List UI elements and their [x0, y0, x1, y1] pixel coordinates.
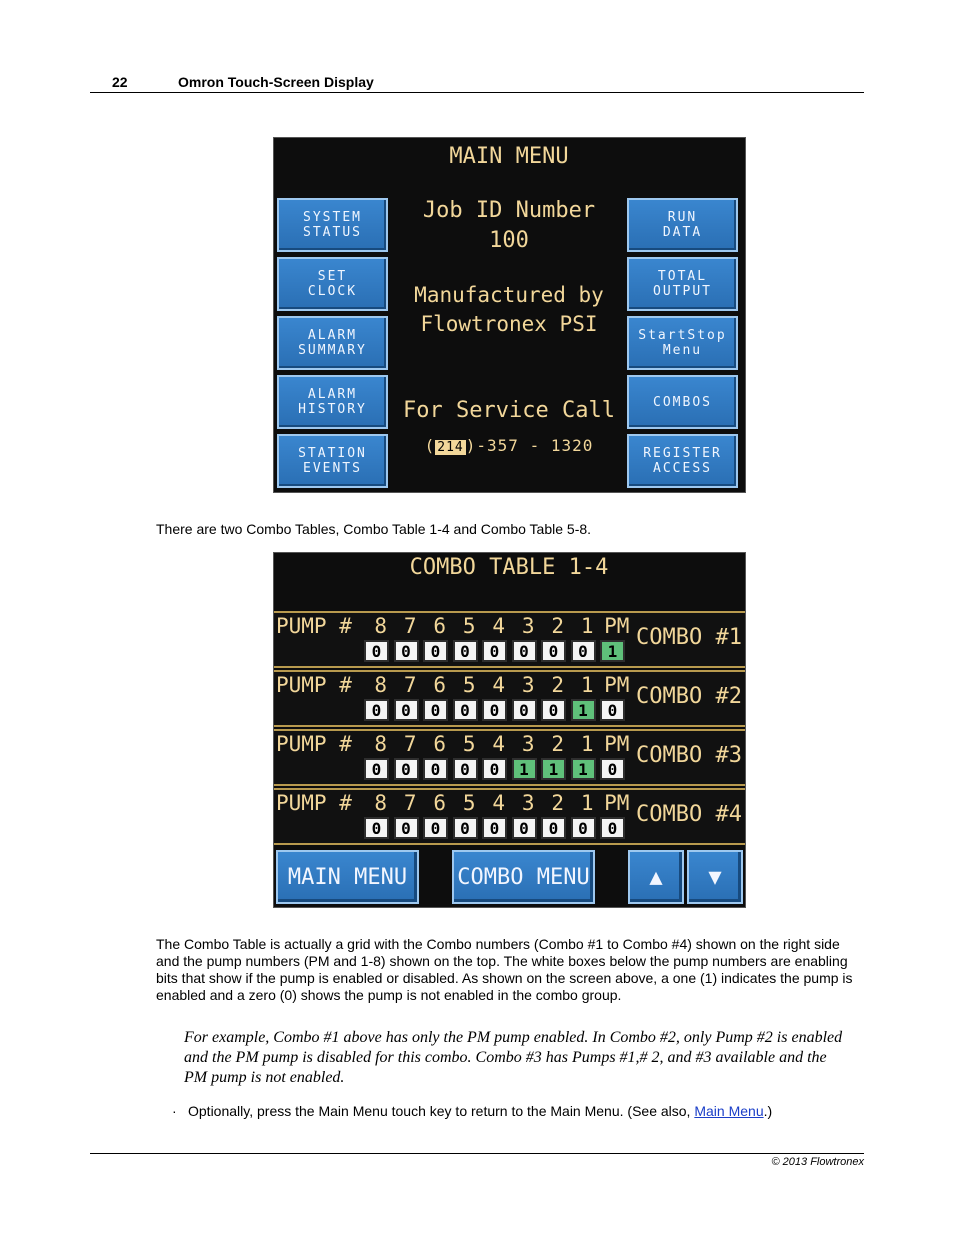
bullet-text-after: .) — [763, 1103, 773, 1119]
phone-open: ( — [424, 436, 436, 455]
enable-bit[interactable]: 0 — [423, 817, 448, 839]
combo-table-explanation: The Combo Table is actually a grid with the Combo numbers (Combo #1 to Combo #4) shown on the right side and the pump numbers (PM and 1-8) shown on the top. The white boxes below the pump numbers are enabling bits that show if the pump is enabled or disabled. As shown on the screen above, a one (1) indicates the pump is enabled and a zero (0) shows the pump is not enabled in the combo group. — [156, 936, 853, 1003]
combo-label: COMBO #4 — [636, 802, 742, 827]
pump-numbers — [366, 791, 632, 815]
main-menu-screenshot — [273, 137, 746, 493]
enable-bits — [364, 640, 630, 666]
manufacturer — [394, 281, 624, 339]
enable-bit[interactable]: 0 — [453, 817, 478, 839]
pump-label: PUMP # — [276, 791, 352, 815]
pump-number: PM — [604, 614, 630, 638]
pump-number: 5 — [462, 791, 476, 815]
pump-number: 4 — [492, 614, 506, 638]
combo-label: COMBO #3 — [636, 743, 742, 768]
alarm-history-button[interactable]: ALARM HISTORY — [277, 375, 388, 429]
pump-number: 2 — [551, 614, 565, 638]
enable-bit[interactable]: 0 — [423, 640, 448, 662]
total-output-button[interactable]: TOTAL OUTPUT — [627, 257, 738, 311]
phone-area-code: 214 — [437, 440, 464, 455]
pump-number: 6 — [433, 614, 447, 638]
enable-bit[interactable]: 0 — [571, 640, 596, 662]
combo-label: COMBO #1 — [636, 625, 742, 650]
enable-bit[interactable]: 0 — [482, 640, 507, 662]
pump-number: PM — [604, 673, 630, 697]
combo-menu-button[interactable]: COMBO MENU — [452, 850, 595, 904]
main-menu-link[interactable]: Main Menu — [694, 1103, 764, 1119]
manufacturer-line2: Flowtronex PSI — [420, 312, 598, 336]
copyright: © 2013 Flowtronex — [771, 1156, 864, 1168]
pump-number: 4 — [492, 732, 506, 756]
pump-numbers — [366, 732, 632, 756]
pump-number: 3 — [521, 732, 535, 756]
pump-label: PUMP # — [276, 673, 352, 697]
enable-bits — [364, 758, 630, 784]
scroll-down-button[interactable]: ▼ — [687, 850, 743, 904]
pump-number: 1 — [580, 791, 594, 815]
enable-bits — [364, 699, 630, 725]
pump-number: 7 — [403, 673, 417, 697]
combo-label: COMBO #2 — [636, 684, 742, 709]
combo-row — [274, 729, 745, 786]
pump-number: 2 — [551, 673, 565, 697]
pump-number: 5 — [462, 732, 476, 756]
pump-number: 5 — [462, 614, 476, 638]
enable-bit[interactable]: 0 — [453, 758, 478, 780]
pump-number: 5 — [462, 673, 476, 697]
intro-paragraph: There are two Combo Tables, Combo Table 1-4 and Combo Table 5-8. — [156, 521, 592, 537]
start-stop-menu-button[interactable]: StartStop Menu — [627, 316, 738, 370]
main-menu-button[interactable]: MAIN MENU — [276, 850, 419, 904]
pump-number: 1 — [580, 614, 594, 638]
enable-bit[interactable]: 0 — [512, 640, 537, 662]
enable-bit[interactable]: 0 — [394, 640, 419, 662]
enable-bit[interactable]: 0 — [541, 817, 566, 839]
enable-bit[interactable]: 0 — [600, 699, 625, 721]
enable-bit[interactable]: 1 — [571, 758, 596, 780]
enable-bit[interactable]: 1 — [541, 758, 566, 780]
enable-bit[interactable]: 0 — [512, 699, 537, 721]
combos-button[interactable]: COMBOS — [627, 375, 738, 429]
pump-number: 3 — [521, 673, 535, 697]
enable-bit[interactable]: 0 — [364, 699, 389, 721]
enable-bit[interactable]: 0 — [453, 640, 478, 662]
register-access-button[interactable]: REGISTER ACCESS — [627, 434, 738, 488]
page-number: 22 — [112, 74, 128, 90]
pump-number: 8 — [374, 614, 388, 638]
bullet-text-before: Optionally, press the Main Menu touch key to return to the Main Menu. (See also, — [188, 1103, 695, 1119]
enable-bits — [364, 817, 630, 843]
enable-bit[interactable]: 0 — [394, 758, 419, 780]
enable-bit[interactable]: 0 — [512, 817, 537, 839]
pump-number: 7 — [403, 791, 417, 815]
page-header — [90, 72, 864, 93]
set-clock-button[interactable]: SET CLOCK — [277, 257, 388, 311]
pump-number: 4 — [492, 673, 506, 697]
example-paragraph: For example, Combo #1 above has only the PM pump enabled. In Combo #2, only Pump #2 is enabled and the PM pump is disabled for this combo. Combo #3 has Pumps #1,# 2, and #3 available and the PM pump is not enabled. — [184, 1029, 843, 1086]
enable-bit[interactable]: 0 — [423, 758, 448, 780]
combo-table-screenshot — [273, 552, 746, 908]
combo-table-title: COMBO TABLE 1-4 — [409, 555, 609, 580]
job-id-label: Job ID Number — [422, 198, 596, 223]
enable-bit[interactable]: 0 — [571, 817, 596, 839]
enable-bit[interactable]: 0 — [482, 817, 507, 839]
pump-number: 4 — [492, 791, 506, 815]
bullet-text — [188, 1103, 772, 1119]
enable-bit[interactable]: 0 — [364, 817, 389, 839]
enable-bit[interactable]: 0 — [482, 758, 507, 780]
enable-bit[interactable]: 0 — [394, 699, 419, 721]
pump-label: PUMP # — [276, 732, 352, 756]
enable-bit[interactable]: 0 — [600, 758, 625, 780]
header-title: Omron Touch-Screen Display — [178, 74, 374, 90]
bullet-marker: · — [172, 1103, 177, 1119]
system-status-button[interactable]: SYSTEM STATUS — [277, 198, 388, 252]
pump-number: 3 — [521, 791, 535, 815]
pump-number: 6 — [433, 791, 447, 815]
enable-bit[interactable]: 0 — [600, 817, 625, 839]
pump-number: 7 — [403, 732, 417, 756]
enable-bit[interactable]: 0 — [423, 699, 448, 721]
enable-bit[interactable]: 0 — [394, 817, 419, 839]
pump-number: 2 — [551, 732, 565, 756]
pump-number: PM — [604, 791, 630, 815]
pump-number: 8 — [374, 732, 388, 756]
pump-number: 1 — [580, 673, 594, 697]
station-events-button[interactable]: STATION EVENTS — [277, 434, 388, 488]
enable-bit[interactable]: 1 — [571, 699, 596, 721]
enable-bit[interactable]: 0 — [541, 699, 566, 721]
pump-number: 2 — [551, 791, 565, 815]
pump-number: 6 — [433, 673, 447, 697]
pump-number: 8 — [374, 791, 388, 815]
job-id — [409, 196, 609, 256]
pump-label: PUMP # — [276, 614, 352, 638]
pump-number: PM — [604, 732, 630, 756]
job-id-value: 100 — [489, 228, 529, 253]
service-call-label: For Service Call — [403, 398, 615, 423]
combo-row — [274, 670, 745, 727]
enable-bit[interactable]: 1 — [600, 640, 625, 662]
pump-number: 3 — [521, 614, 535, 638]
pump-number: 7 — [403, 614, 417, 638]
combo-row — [274, 788, 745, 845]
enable-bit[interactable]: 0 — [482, 699, 507, 721]
service-phone — [394, 436, 624, 455]
pump-number: 6 — [433, 732, 447, 756]
enable-bit[interactable]: 0 — [541, 640, 566, 662]
pump-number: 1 — [580, 732, 594, 756]
enable-bit[interactable]: 0 — [453, 699, 478, 721]
pump-number: 8 — [374, 673, 388, 697]
combo-row — [274, 611, 745, 668]
enable-bit[interactable]: 0 — [364, 758, 389, 780]
enable-bit[interactable]: 1 — [512, 758, 537, 780]
page-footer — [90, 1153, 864, 1168]
alarm-summary-button[interactable]: ALARM SUMMARY — [277, 316, 388, 370]
manufacturer-line1: Manufactured by — [414, 283, 604, 307]
scroll-up-button[interactable]: ▲ — [628, 850, 684, 904]
enable-bit[interactable]: 0 — [364, 640, 389, 662]
pump-numbers — [366, 614, 632, 638]
run-data-button[interactable]: RUN DATA — [627, 198, 738, 252]
phone-rest: )-357 - 1320 — [465, 436, 594, 455]
main-menu-title: MAIN MENU — [449, 144, 569, 169]
pump-numbers — [366, 673, 632, 697]
